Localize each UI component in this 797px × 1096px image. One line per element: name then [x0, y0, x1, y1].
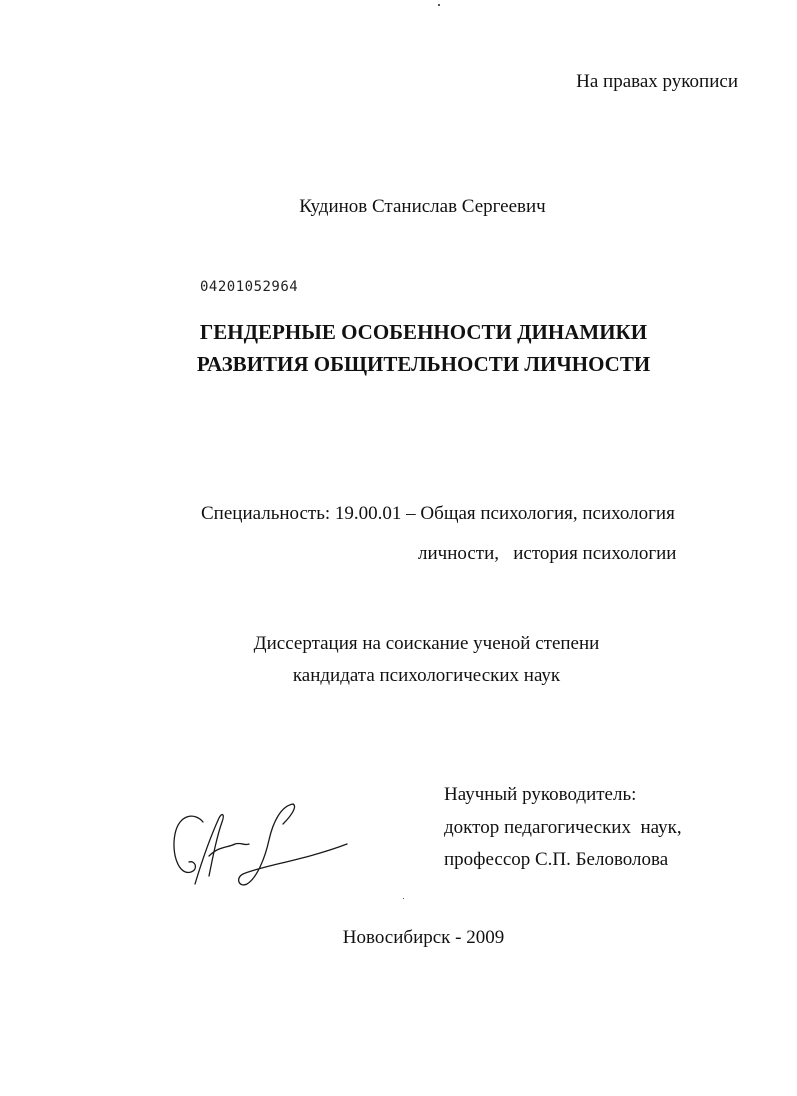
- author-name: Кудинов Станислав Сергеевич: [299, 196, 546, 217]
- supervisor-label: Научный руководитель:: [444, 784, 637, 805]
- dissertation-line-1: Диссертация на соискание ученой степени: [253, 633, 600, 654]
- supervisor-name: профессор С.П. Беловолова: [444, 849, 669, 870]
- signature-icon: [165, 800, 355, 900]
- specialty-line-2: личности, история психологии: [418, 543, 677, 564]
- scan-speck-2: [403, 898, 404, 899]
- scan-speck: [438, 4, 440, 6]
- city-year: Новосибирск - 2009: [342, 927, 505, 948]
- title-line-1: ГЕНДЕРНЫЕ ОСОБЕННОСТИ ДИНАМИКИ: [199, 320, 648, 344]
- rights-note: На правах рукописи: [576, 71, 738, 92]
- title-line-2: РАЗВИТИЯ ОБЩИТЕЛЬНОСТИ ЛИЧНОСТИ: [196, 352, 651, 376]
- specialty-line-1: Специальность: 19.00.01 – Общая психология, психология: [201, 503, 675, 524]
- library-code: 04201052964: [200, 279, 299, 295]
- supervisor-degree: доктор педагогических наук,: [444, 817, 682, 838]
- dissertation-line-2: кандидата психологических наук: [292, 665, 561, 686]
